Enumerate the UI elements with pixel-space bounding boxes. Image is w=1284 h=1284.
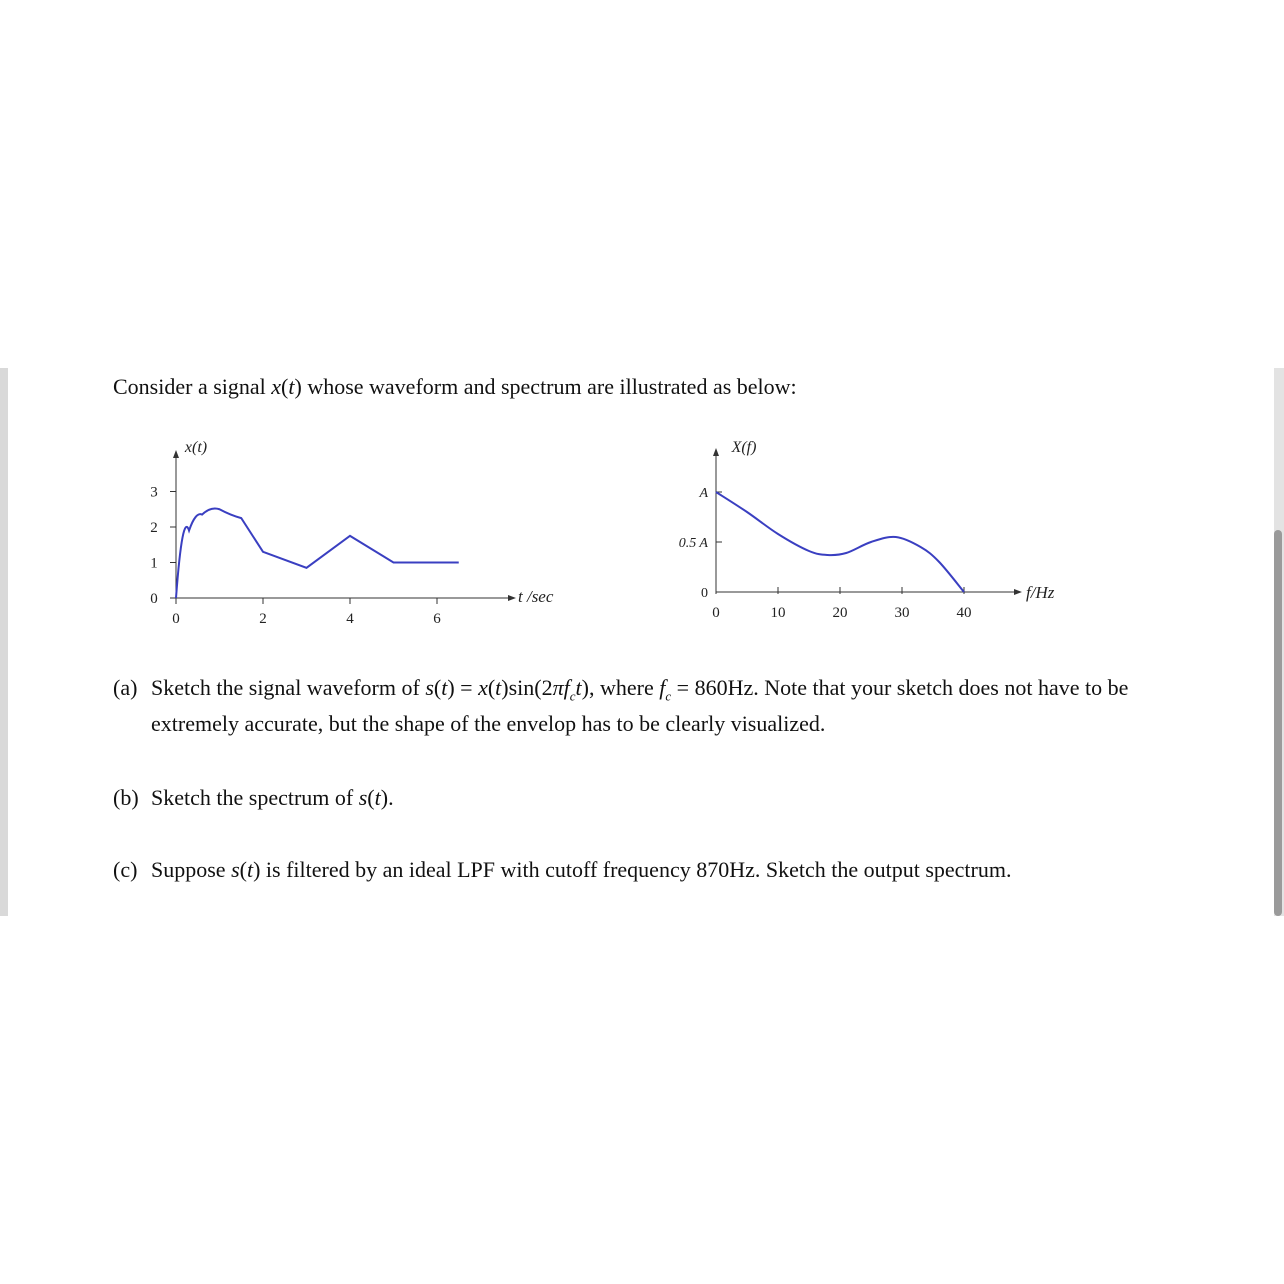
y-tick-label: 2 bbox=[150, 520, 158, 536]
y-tick-label: 1 bbox=[150, 555, 158, 572]
y-axis-label: X(f) bbox=[731, 439, 757, 456]
left-edge bbox=[0, 368, 8, 916]
x-tick-label: 40 bbox=[956, 605, 972, 621]
x-axis-label: t /sec bbox=[518, 587, 554, 606]
question-c: (c) Suppose s(t) is filtered by an ideal LPF with cutoff frequency 870Hz. Sketch the output spectrum. bbox=[113, 857, 1012, 882]
spectrum-chart bbox=[660, 430, 1080, 630]
waveform-chart bbox=[130, 430, 600, 630]
x-axis-arrow bbox=[1014, 589, 1022, 595]
spectrum-line bbox=[716, 492, 964, 592]
x-tick-label: 0 bbox=[172, 611, 180, 627]
y-axis-arrow bbox=[173, 450, 179, 458]
y-axis-label: x(t) bbox=[184, 439, 208, 456]
y-tick-label: A bbox=[699, 486, 708, 501]
y-tick-label: 0 bbox=[701, 586, 708, 601]
x-tick-label: 6 bbox=[433, 611, 441, 627]
y-tick-label: 0 bbox=[150, 591, 158, 607]
x-tick-label: 20 bbox=[832, 605, 848, 621]
y-tick-label: 3 bbox=[150, 484, 158, 501]
question-a: (a) Sketch the signal waveform of $s(t) = x(t)\sin(2\pi f_ct)$, where $f_c = 860Hz$. Note that your sketch does not have to be bbox=[113, 675, 1129, 704]
x-axis-arrow bbox=[508, 595, 516, 601]
waveform-line bbox=[176, 508, 459, 598]
question-b: (b) Sketch the spectrum of s(t). bbox=[113, 785, 394, 810]
x-tick-label: 2 bbox=[259, 611, 267, 627]
y-tick-label: 0.5 A bbox=[678, 536, 708, 551]
x-tick-label: 0 bbox=[712, 605, 720, 621]
x-tick-label: 10 bbox=[770, 605, 786, 621]
x-axis-label: f/Hz bbox=[1026, 583, 1055, 602]
x-tick-label: 30 bbox=[894, 605, 910, 621]
x-tick-label: 4 bbox=[346, 611, 354, 627]
scrollbar-thumb[interactable] bbox=[1274, 530, 1282, 916]
question-a-line2: extremely accurate, but the shape of the envelop has to be clearly visualized. bbox=[151, 711, 826, 736]
intro-text: Consider a signal x(t) whose waveform and spectrum are illustrated as below: bbox=[113, 374, 797, 399]
y-axis-arrow bbox=[713, 448, 719, 456]
